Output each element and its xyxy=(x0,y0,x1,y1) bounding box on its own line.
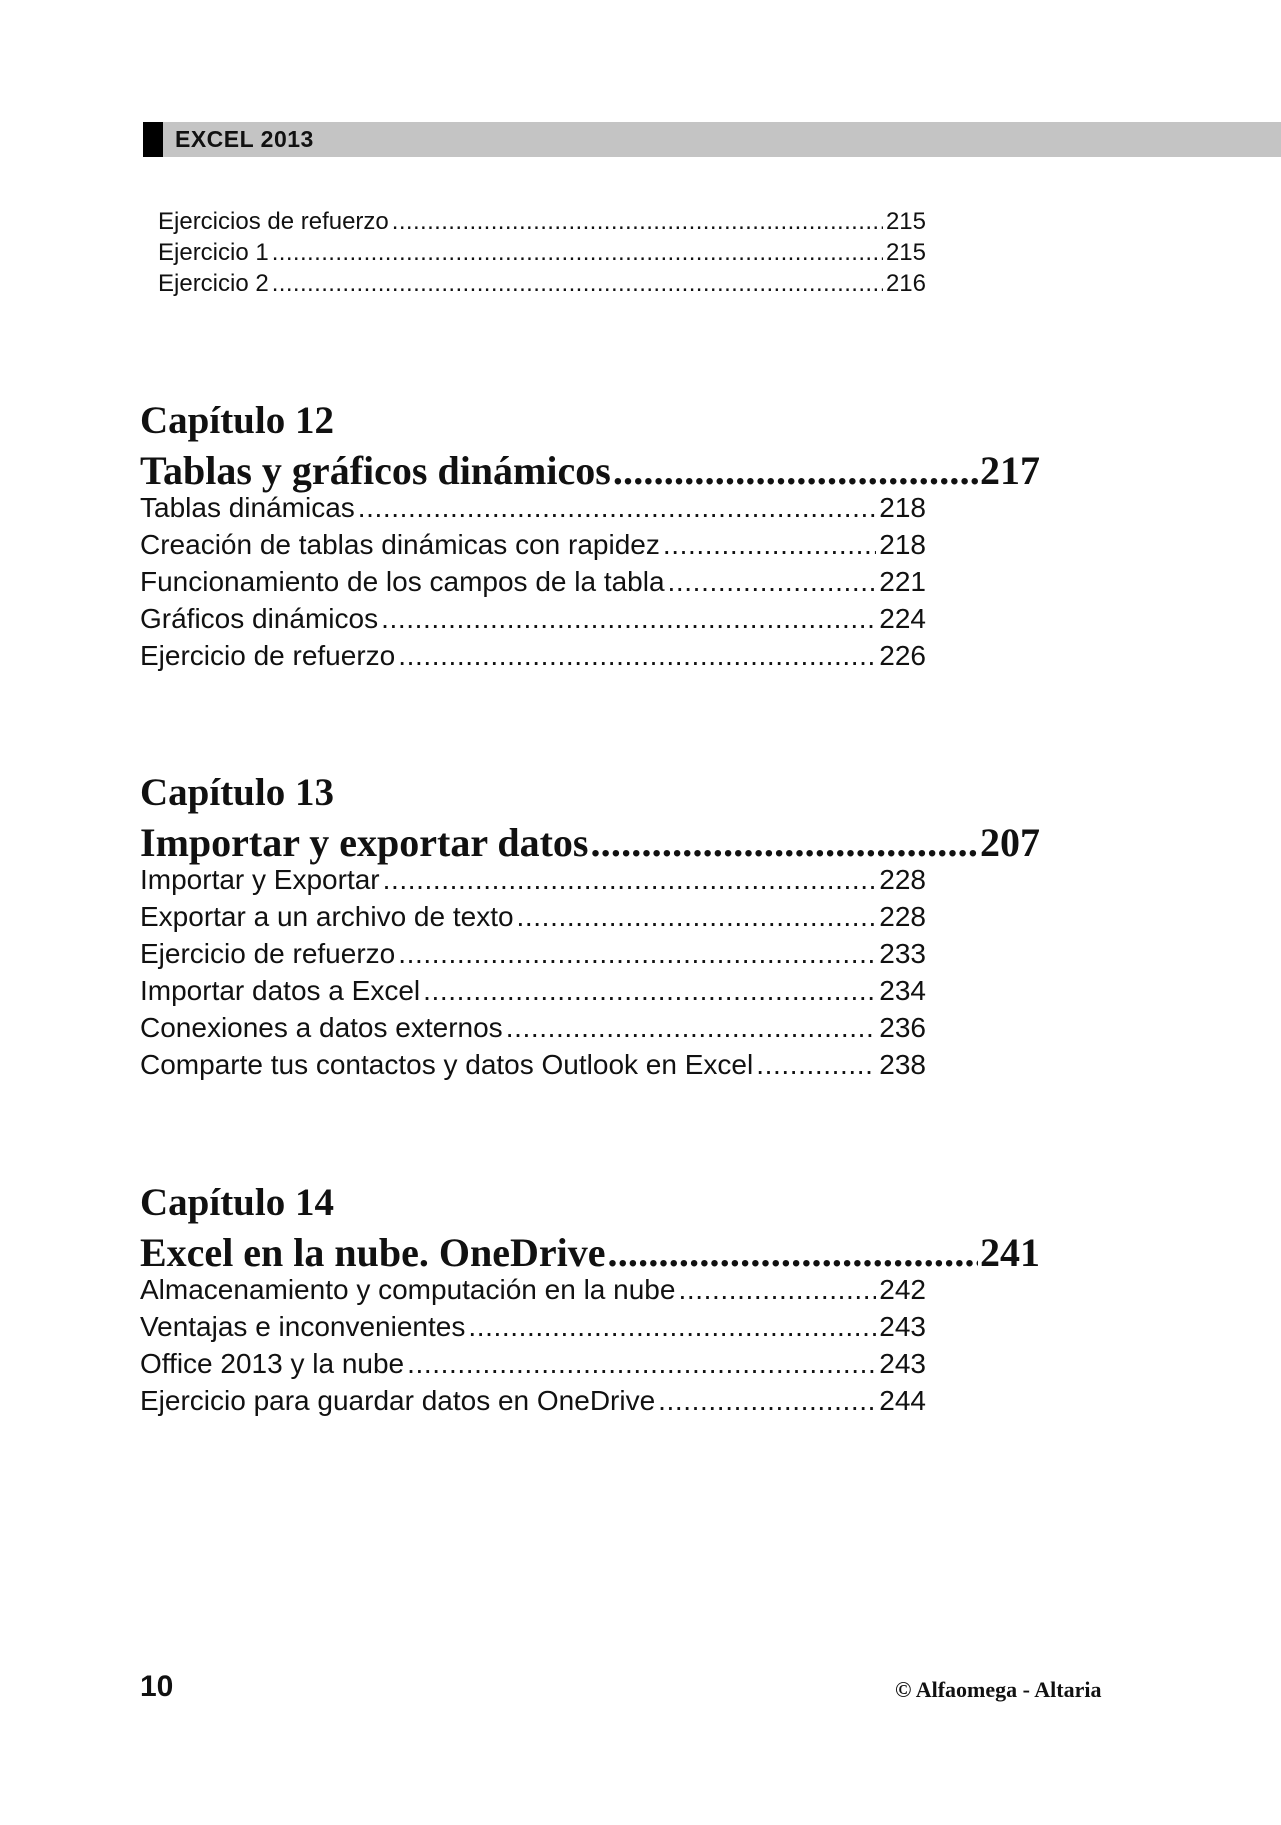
header-title: EXCEL 2013 xyxy=(175,126,314,152)
toc-entry[interactable] xyxy=(140,566,926,603)
toc-entry[interactable] xyxy=(140,1274,926,1311)
toc-entry-title: Ejercicio para guardar datos en OneDrive xyxy=(140,1385,656,1416)
toc-entry-page: 243 xyxy=(879,1348,926,1379)
leader-dots xyxy=(658,1385,876,1417)
chapter-page: 207 xyxy=(980,820,1040,865)
page-number: 10 xyxy=(140,1670,174,1703)
toc-entry-page: 228 xyxy=(879,901,926,932)
leader-dots xyxy=(590,819,978,866)
leader-dots xyxy=(517,901,877,933)
leader-dots xyxy=(272,270,883,298)
toc-entry[interactable] xyxy=(158,208,926,239)
running-header xyxy=(143,122,1281,157)
leader-dots xyxy=(608,1229,978,1276)
leader-dots xyxy=(383,864,877,896)
leader-dots xyxy=(423,975,876,1007)
toc-entry[interactable] xyxy=(140,975,926,1012)
leader-dots xyxy=(663,529,876,561)
toc-entry-page: 243 xyxy=(879,1311,926,1342)
toc-entry-title: Exportar a un archivo de texto xyxy=(140,901,514,932)
toc-entry-page: 228 xyxy=(879,864,926,895)
leader-dots xyxy=(668,566,877,598)
toc-entry[interactable] xyxy=(140,1049,926,1086)
chapter-page: 241 xyxy=(980,1230,1040,1275)
toc-entry-title: Ejercicio de refuerzo xyxy=(140,640,396,671)
leader-dots xyxy=(381,603,876,635)
toc-entry[interactable] xyxy=(140,1311,926,1348)
toc-entry-page: 215 xyxy=(885,239,926,266)
toc-entry[interactable] xyxy=(140,901,926,938)
toc-entry-title: Conexiones a datos externos xyxy=(140,1012,503,1043)
toc-entry-page: 218 xyxy=(879,492,926,523)
toc-entry-page: 234 xyxy=(879,975,926,1006)
toc-entry-page: 224 xyxy=(879,603,926,634)
toc-entry[interactable] xyxy=(140,529,926,566)
leader-dots xyxy=(398,938,876,970)
chapter-page: 217 xyxy=(980,448,1040,493)
toc-entry-title: Almacenamiento y computación en la nube xyxy=(140,1274,676,1305)
toc-entry-page: 244 xyxy=(879,1385,926,1416)
leader-dots xyxy=(407,1348,876,1380)
chapter-title: Excel en la nube. OneDrive xyxy=(140,1230,606,1275)
leader-dots xyxy=(272,239,883,267)
header-marker xyxy=(143,122,163,157)
toc-entry[interactable] xyxy=(140,864,926,901)
toc-entry-title: Ventajas e inconvenientes xyxy=(140,1311,466,1342)
toc-entry-title: Ejercicio 2 xyxy=(158,270,269,297)
toc-entry-title: Gráficos dinámicos xyxy=(140,603,379,634)
toc-entry-title: Comparte tus contactos y datos Outlook en Excel xyxy=(140,1049,754,1080)
chapter-title: Tablas y gráficos dinámicos xyxy=(140,448,611,493)
leader-dots xyxy=(678,1274,876,1306)
chapter-label: Capítulo 13 xyxy=(140,771,334,814)
toc-entry[interactable] xyxy=(140,492,926,529)
leader-dots xyxy=(756,1049,876,1081)
chapter-title: Importar y exportar datos xyxy=(140,820,589,865)
toc-entry-title: Tablas dinámicas xyxy=(140,492,355,523)
toc-entry-title: Creación de tablas dinámicas con rapidez xyxy=(140,529,660,560)
toc-entry-title: Office 2013 y la nube xyxy=(140,1348,405,1379)
toc-entry[interactable] xyxy=(140,938,926,975)
toc-entry-page: 233 xyxy=(879,938,926,969)
toc-entry[interactable] xyxy=(158,239,926,270)
chapter-label: Capítulo 14 xyxy=(140,1181,334,1224)
toc-entry-title: Funcionamiento de los campos de la tabla xyxy=(140,566,665,597)
toc-entry-page: 236 xyxy=(879,1012,926,1043)
chapter-title-entry[interactable] xyxy=(140,447,1040,495)
toc-entry-page: 221 xyxy=(879,566,926,597)
toc-entry[interactable] xyxy=(140,1012,926,1049)
toc-entry-page: 216 xyxy=(885,270,926,297)
toc-entry[interactable] xyxy=(140,640,926,677)
copyright-notice: © Alfaomega - Altaria xyxy=(895,1677,1102,1702)
toc-entry-page: 238 xyxy=(879,1049,926,1080)
leader-dots xyxy=(358,492,877,524)
leader-dots xyxy=(613,447,978,494)
leader-dots xyxy=(506,1012,877,1044)
chapter-title-entry[interactable] xyxy=(140,1229,1040,1277)
toc-entry[interactable] xyxy=(140,1348,926,1385)
toc-entry[interactable] xyxy=(158,270,926,301)
toc-entry[interactable] xyxy=(140,1385,926,1422)
chapter-title-entry[interactable] xyxy=(140,819,1040,867)
toc-entry-title: Importar y Exportar xyxy=(140,864,380,895)
leader-dots xyxy=(398,640,876,672)
toc-entry-title: Ejercicio de refuerzo xyxy=(140,938,396,969)
toc-entry-page: 215 xyxy=(885,208,926,235)
toc-entry-page: 242 xyxy=(879,1274,926,1305)
toc-entry[interactable] xyxy=(140,603,926,640)
toc-entry-title: Ejercicios de refuerzo xyxy=(158,208,389,235)
toc-entry-title: Ejercicio 1 xyxy=(158,239,269,266)
leader-dots xyxy=(392,208,883,236)
toc-entry-page: 218 xyxy=(879,529,926,560)
toc-entry-page: 226 xyxy=(879,640,926,671)
toc-entry-title: Importar datos a Excel xyxy=(140,975,421,1006)
chapter-label: Capítulo 12 xyxy=(140,399,334,442)
leader-dots xyxy=(468,1311,876,1343)
